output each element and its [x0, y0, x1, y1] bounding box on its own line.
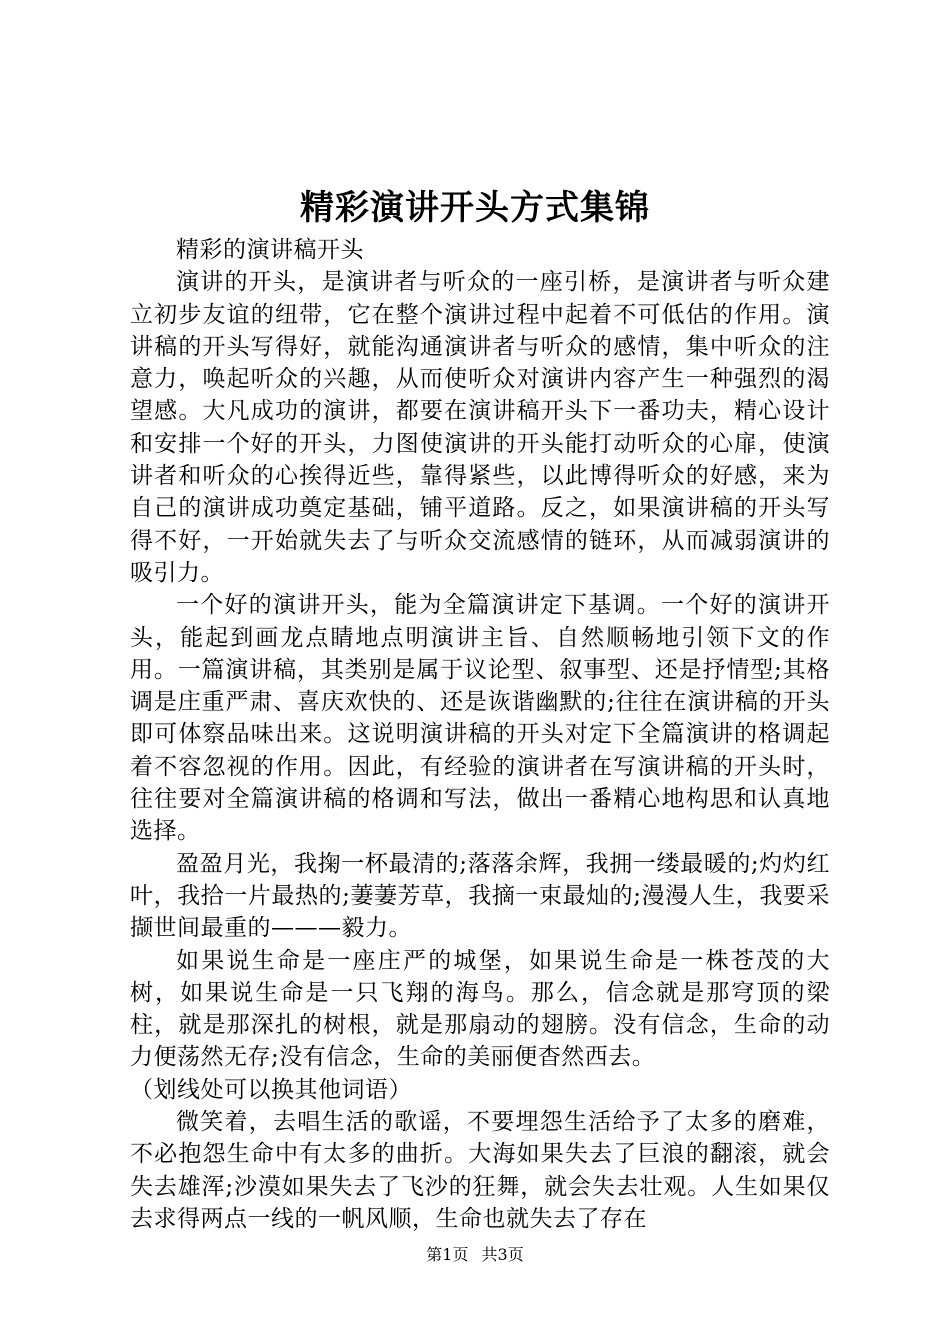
paragraph: 一个好的演讲开头，能为全篇演讲定下基调。一个好的演讲开头，能起到画龙点睛地点明演讲主旨、自然顺畅地引领下文的作用。一篇演讲稿，其类别是属于议论型、叙事型、还是抒情型;其格调是庄重严肃、喜庆欢快的、还是诙谐幽默的;往往在演讲稿的开头即可体察品味出来。这说明演讲稿的开头对定下全篇演讲的格调起着不容忽视的作用。因此，有经验的演讲者在写演讲稿的开头时，往往要对全篇演讲稿的格调和写法，做出一番精心地构思和认真地选择。 — [130, 592, 830, 845]
paragraph: 微笑着，去唱生活的歌谣，不要埋怨生活给予了太多的磨难，不必抱怨生命中有太多的曲折。大海如果失去了巨浪的翻滚，就会失去雄浑;沙漠如果失去了飞沙的狂舞，就会失去壮观。人生如果仅去求得两点一线的一帆风顺，生命也就失去了存在 — [130, 1109, 830, 1232]
paragraph-note: （划线处可以换其他词语） — [130, 1076, 412, 1103]
page-number: 第1页 — [426, 1245, 469, 1264]
page-footer — [0, 1244, 950, 1266]
page-total: 共3页 — [481, 1245, 524, 1264]
paragraph: 演讲的开头，是演讲者与听众的一座引桥，是演讲者与听众建立初步友谊的纽带，它在整个演讲过程中起着不可低估的作用。演讲稿的开头写得好，就能沟通演讲者与听众的感情，集中听众的注意力，唤起听众的兴趣，从而使听众对演讲内容产生一种强烈的渴望感。大凡成功的演讲，都要在演讲稿开头下一番功夫，精心设计和安排一个好的开头，力图使演讲的开头能打动听众的心扉，使演讲者和听众的心挨得近些，靠得紧些，以此博得听众的好感，来为自己的演讲成功奠定基础，铺平道路。反之，如果演讲稿的开头写得不好，一开始就失去了与听众交流感情的链环，从而减弱演讲的吸引力。 — [130, 269, 830, 586]
paragraph-subtitle: 精彩的演讲稿开头 — [176, 237, 364, 263]
document-title: 精彩演讲开头方式集锦 — [300, 188, 650, 228]
paragraph: 如果说生命是一座庄严的城堡，如果说生命是一株苍茂的大树，如果说生命是一只飞翔的海鸟。那么，信念就是那穹顶的梁柱，就是那深扎的树根，就是那扇动的翅膀。没有信念，生命的动力便荡然无存;没有信念，生命的美丽便杳然西去。 — [130, 947, 830, 1071]
document-body — [130, 234, 830, 1235]
paragraph: 盈盈月光，我掬一杯最清的;落落余辉，我拥一缕最暖的;灼灼红叶，我拾一片最热的;萋萋芳草，我摘一束最灿的;漫漫人生，我要采撷世间最重的———毅力。 — [130, 850, 830, 942]
